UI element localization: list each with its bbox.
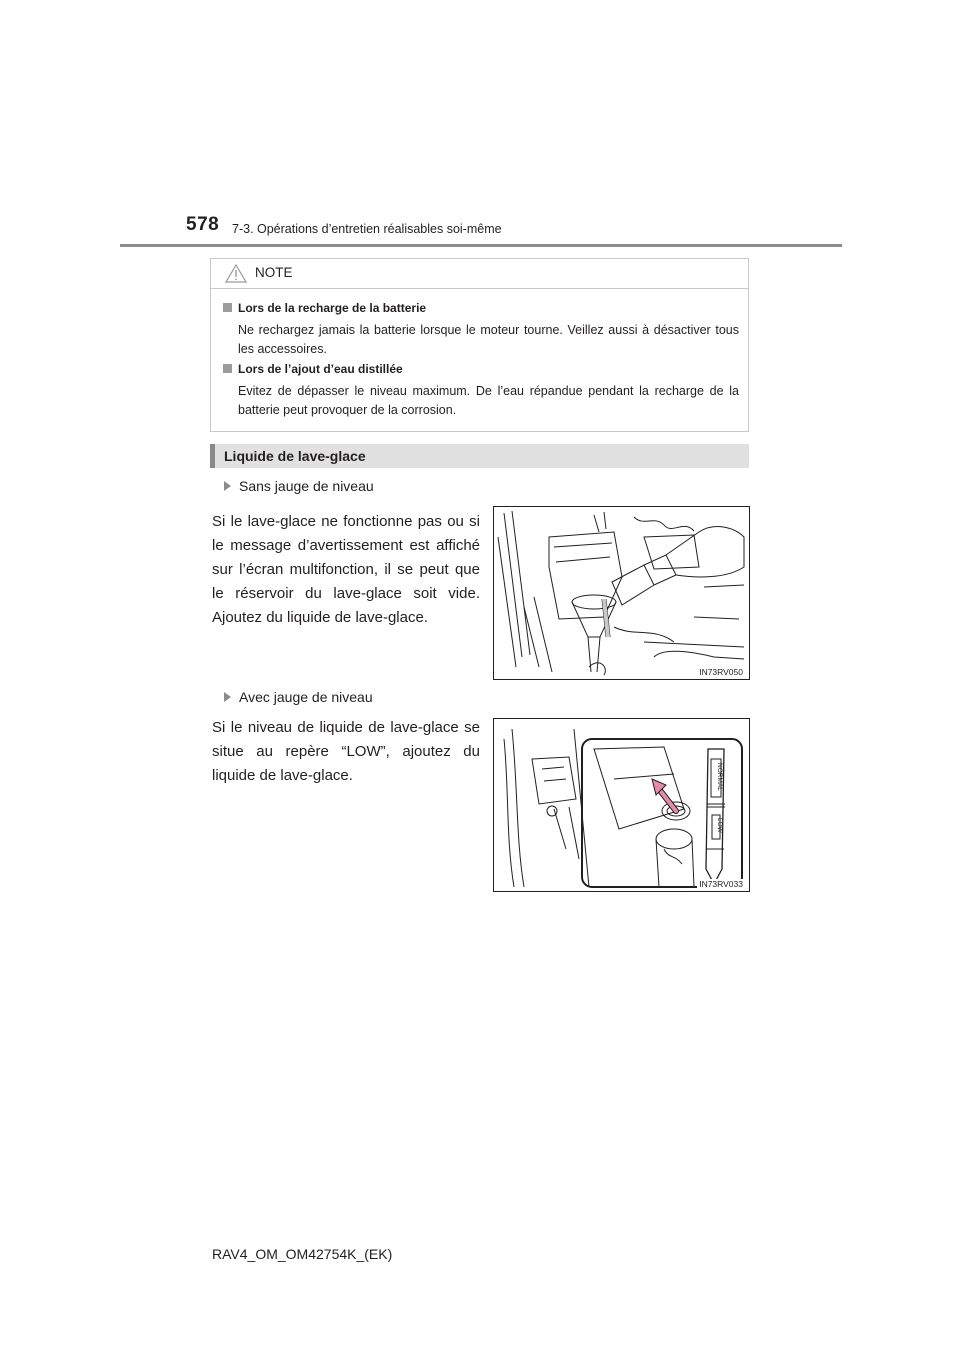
figure-refill-washer-fluid — [493, 506, 750, 680]
subsection-heading-with-gauge: Avec jauge de niveau — [224, 689, 373, 705]
gauge-label-low: LOW — [716, 818, 723, 833]
warning-triangle-icon — [225, 264, 247, 283]
section-banner — [210, 444, 749, 468]
note-box — [210, 258, 749, 432]
note-item-distilled-water — [223, 362, 739, 420]
footer-doc-id: RAV4_OM_OM42754K_(EK) — [212, 1246, 393, 1262]
note-item-body: Ne rechargez jamais la batterie lorsque le moteur tourne. Veillez aussi à désactiver tous les accessoires. — [238, 323, 739, 356]
page-number: 578 — [186, 214, 220, 235]
chapter-title: 7-3. Opérations d’entretien réalisables soi-même — [232, 222, 502, 236]
header-rule — [120, 244, 842, 247]
note-item-title: Lors de l’ajout d’eau distillée — [238, 362, 403, 376]
gauge-label-normal: NORMAL — [716, 763, 723, 791]
triangle-bullet-icon — [224, 481, 231, 491]
note-item-battery-charge — [223, 301, 739, 359]
note-item-body: Evitez de dépasser le niveau maximum. De l’eau répandue pendant la recharge de la batterie peut provoquer de la corrosion. — [238, 384, 739, 417]
note-header — [211, 259, 748, 289]
figure-code: IN73RV050 — [699, 667, 743, 677]
note-label: NOTE — [255, 265, 293, 280]
section-heading: Liquide de lave-glace — [224, 448, 366, 464]
gauge-illustration — [494, 719, 749, 891]
note-item-title: Lors de la recharge de la batterie — [238, 301, 427, 315]
subsection-heading-no-gauge: Sans jauge de niveau — [224, 478, 374, 494]
paragraph-with-gauge: Si le niveau de liquide de lave-glace se situe au repère “LOW”, ajoutez du liquide de lave-glace. — [212, 719, 480, 784]
triangle-bullet-icon — [224, 692, 231, 702]
square-bullet-icon — [223, 303, 232, 312]
figure-level-gauge — [493, 718, 750, 892]
figure-code: IN73RV033 — [699, 879, 743, 889]
banner-bar — [210, 444, 215, 468]
paragraph-no-gauge: Si le lave-glace ne fonctionne pas ou si le message d’avertissement est affiché sur l’écran multifonction, il se peut que le réservoir du lave-glace soit vide. Ajoutez du liquide de lave-glace. — [212, 513, 480, 626]
refill-illustration — [494, 507, 749, 679]
square-bullet-icon — [223, 364, 232, 373]
